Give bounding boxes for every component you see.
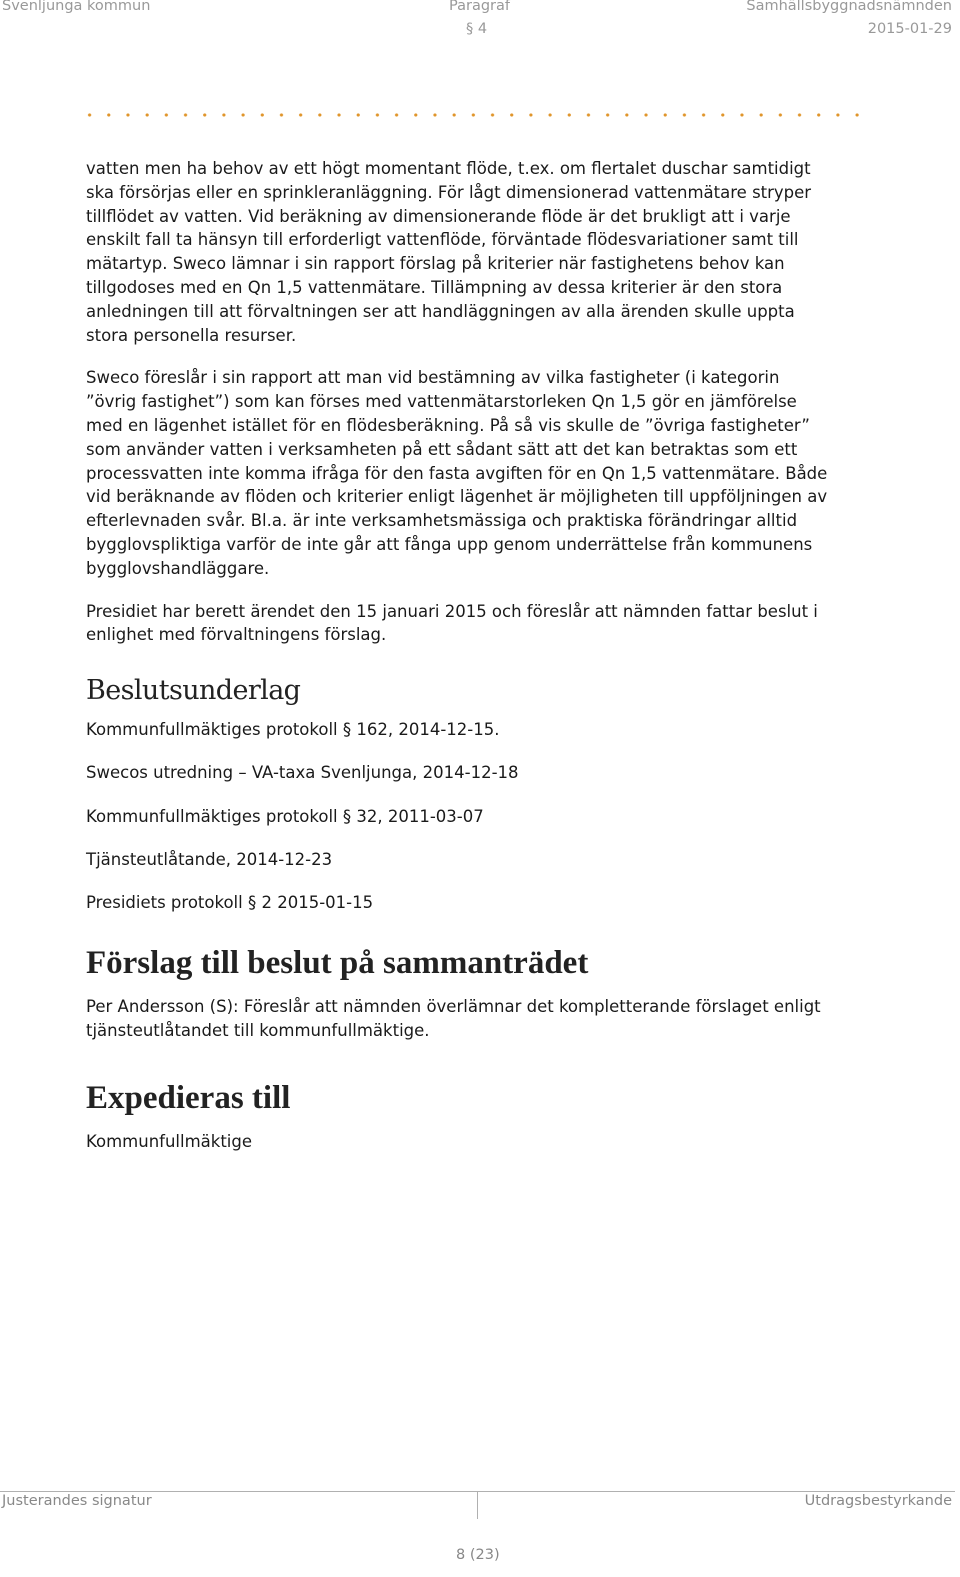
text-line: enskilt fall ta hänsyn till erforderligt vattenflöde, förväntade flödesvariationer samt till <box>86 230 799 250</box>
page-number: 8 (23) <box>456 1547 500 1563</box>
dotted-separator <box>80 112 870 118</box>
forslag-heading: Förslag till beslut på sammanträdet <box>86 945 589 982</box>
text-line: ”övrig fastighet”) som kan förses med vattenmätarstorleken Qn 1,5 gör en jämförelse <box>86 392 797 412</box>
reference-item: Tjänsteutlåtande, 2014-12-23 <box>86 850 333 870</box>
text-line: tillflödet av vatten. Vid beräkning av dimensionerande flöde är det brukligt att i varje <box>86 206 791 226</box>
text-line: ska försörjas eller en sprinkleranläggning. För lågt dimensionerad vattenmätare stryper <box>86 182 812 202</box>
meeting-date: 2015-01-29 <box>867 21 952 37</box>
paragraph-number: § 4 <box>466 21 488 37</box>
text-line: anledningen till att förvaltningen ser att handläggningen av alla ärenden skulle uppta <box>86 301 795 321</box>
paragraph-1 <box>86 157 876 347</box>
document-body <box>86 157 876 1154</box>
paragraph-2 <box>86 366 876 580</box>
text-line: som använder vatten i verksamheten på ett sådant sätt att det kan betraktas som ett <box>86 439 798 459</box>
section-label: Paragraf <box>449 0 510 14</box>
reference-item: Presidiets protokoll § 2 2015-01-15 <box>86 893 374 913</box>
text-line: bygglovspliktiga varför de inte går att fånga upp genom underrättelse från kommunens <box>86 534 813 554</box>
forslag-text <box>86 995 876 1043</box>
signature-label: Justerandes signatur <box>2 1493 152 1509</box>
text-line: med en lägenhet istället för en flödesberäkning. På så vis skulle de ”övriga fastigheter” <box>86 415 810 435</box>
org-name: Svenljunga kommun <box>2 0 151 14</box>
text-line: Presidiet har berett ärendet den 15 januari 2015 och föreslår att nämnden fattar beslut i <box>86 601 818 621</box>
committee-name: Samhällsbyggnadsnämnden <box>746 0 952 14</box>
text-line: tillgodoses med en Qn 1,5 vattenmätare. Tillämpning av dessa kriterier är den stora <box>86 277 783 297</box>
text-line: efterlevnaden svår. Bl.a. är inte verksamhetsmässiga och praktiska förändringar alltid <box>86 511 798 531</box>
expedieras-heading: Expedieras till <box>86 1079 291 1116</box>
certification-label: Utdragsbestyrkande <box>804 1493 952 1509</box>
reference-item: Swecos utredning – VA-taxa Svenljunga, 2014-12-18 <box>86 763 519 783</box>
reference-item: Kommunfullmäktiges protokoll § 162, 2014-12-15. <box>86 720 500 740</box>
text-line: Sweco föreslår i sin rapport att man vid bestämning av vilka fastigheter (i kategorin <box>86 368 780 388</box>
footer-column-divider <box>477 1492 478 1519</box>
text-line: vatten men ha behov av ett högt momentant flöde, t.ex. om flertalet duschar samtidigt <box>86 159 811 178</box>
text-line: mätartyp. Sweco lämnar i sin rapport förslag på kriterier när fastighetens behov kan <box>86 254 785 274</box>
paragraph-3 <box>86 600 876 648</box>
text-line: Per Andersson (S): Föreslår att nämnden överlämnar det kompletterande förslaget enligt <box>86 997 821 1017</box>
text-line: stora personella resurser. <box>86 325 297 345</box>
text-line: processvatten inte komma ifråga för den fasta avgiften för en Qn 1,5 vattenmätare. Både <box>86 463 828 483</box>
text-line: bygglovshandläggare. <box>86 558 270 578</box>
beslutsunderlag-heading: Beslutsunderlag <box>86 675 301 707</box>
text-line: enlighet med förvaltningens förslag. <box>86 625 387 645</box>
reference-item: Kommunfullmäktiges protokoll § 32, 2011-03-07 <box>86 806 484 826</box>
page-header <box>0 0 960 50</box>
text-line: vid beräknande av flöden och kriterier enligt lägenhet är möjligheten till uppföljningen av <box>86 487 828 507</box>
expedieras-recipient: Kommunfullmäktige <box>86 1131 253 1151</box>
text-line: tjänsteutlåtandet till kommunfullmäktige. <box>86 1020 430 1040</box>
